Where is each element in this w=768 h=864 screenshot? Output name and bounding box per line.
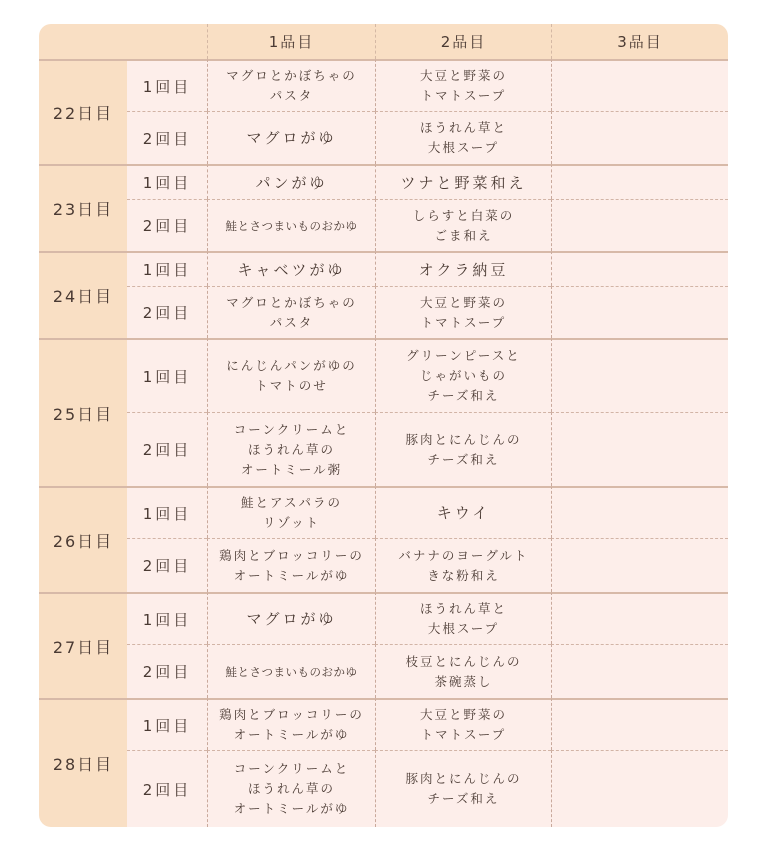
meal-plan-table	[39, 24, 728, 827]
dish-2-cell: キウイ	[375, 486, 551, 538]
day-label: 28日目	[39, 698, 127, 827]
dish-3-cell	[551, 59, 728, 111]
table-row	[39, 338, 728, 412]
header-dish-1: 1品目	[207, 24, 375, 59]
header-corner	[39, 24, 207, 59]
meal-label: 2回目	[127, 412, 207, 486]
dish-1-cell: にんじんパンがゆの トマトのせ	[207, 338, 375, 412]
meal-label: 1回目	[127, 164, 207, 199]
meal-label: 1回目	[127, 338, 207, 412]
dish-1-cell: コーンクリームと ほうれん草の オートミール粥	[207, 412, 375, 486]
dish-3-cell	[551, 486, 728, 538]
dish-2-cell: 大豆と野菜の トマトスープ	[375, 59, 551, 111]
dish-1-cell: マグロがゆ	[207, 592, 375, 644]
table-row	[39, 592, 728, 644]
meal-label: 1回目	[127, 59, 207, 111]
meal-label: 2回目	[127, 111, 207, 164]
meal-label: 1回目	[127, 486, 207, 538]
dish-3-cell	[551, 750, 728, 827]
day-label: 24日目	[39, 251, 127, 338]
table-row	[39, 59, 728, 111]
table-row	[39, 750, 728, 827]
dish-2-cell: ほうれん草と 大根スープ	[375, 592, 551, 644]
table-row	[39, 538, 728, 592]
dish-2-cell: 枝豆とにんじんの 茶碗蒸し	[375, 644, 551, 698]
dish-3-cell	[551, 538, 728, 592]
meal-label: 1回目	[127, 698, 207, 750]
dish-1-cell: パンがゆ	[207, 164, 375, 199]
dish-2-cell: 豚肉とにんじんの チーズ和え	[375, 412, 551, 486]
dish-3-cell	[551, 286, 728, 338]
dish-1-cell: 鮭とさつまいものおかゆ	[207, 199, 375, 251]
day-label: 23日目	[39, 164, 127, 251]
dish-3-cell	[551, 698, 728, 750]
dish-3-cell	[551, 251, 728, 286]
dish-3-cell	[551, 592, 728, 644]
meal-label: 2回目	[127, 644, 207, 698]
dish-2-cell: ツナと野菜和え	[375, 164, 551, 199]
dish-3-cell	[551, 111, 728, 164]
table-row	[39, 111, 728, 164]
meal-plan-body	[39, 59, 728, 827]
table-row	[39, 164, 728, 199]
day-label: 27日目	[39, 592, 127, 698]
day-label: 22日目	[39, 59, 127, 164]
meal-label: 2回目	[127, 538, 207, 592]
dish-1-cell: 鮭とアスパラの リゾット	[207, 486, 375, 538]
day-label: 25日目	[39, 338, 127, 486]
dish-2-cell: ほうれん草と 大根スープ	[375, 111, 551, 164]
dish-1-cell: 鶏肉とブロッコリーの オートミールがゆ	[207, 698, 375, 750]
dish-3-cell	[551, 164, 728, 199]
header-row	[39, 24, 728, 59]
dish-2-cell: 大豆と野菜の トマトスープ	[375, 698, 551, 750]
dish-1-cell: キャベツがゆ	[207, 251, 375, 286]
dish-2-cell: オクラ納豆	[375, 251, 551, 286]
meal-label: 2回目	[127, 750, 207, 827]
meal-label: 2回目	[127, 199, 207, 251]
meal-label: 2回目	[127, 286, 207, 338]
dish-3-cell	[551, 412, 728, 486]
dish-1-cell: マグロがゆ	[207, 111, 375, 164]
dish-2-cell: しらすと白菜の ごま和え	[375, 199, 551, 251]
table-row	[39, 251, 728, 286]
meal-label: 1回目	[127, 251, 207, 286]
meal-label: 1回目	[127, 592, 207, 644]
table-row	[39, 199, 728, 251]
dish-2-cell: バナナのヨーグルト きな粉和え	[375, 538, 551, 592]
dish-1-cell: 鶏肉とブロッコリーの オートミールがゆ	[207, 538, 375, 592]
table-row	[39, 486, 728, 538]
dish-2-cell: グリーンピースと じゃがいもの チーズ和え	[375, 338, 551, 412]
dish-3-cell	[551, 338, 728, 412]
day-label: 26日目	[39, 486, 127, 592]
dish-1-cell: マグロとかぼちゃの パスタ	[207, 286, 375, 338]
dish-1-cell: 鮭とさつまいものおかゆ	[207, 644, 375, 698]
table-row	[39, 698, 728, 750]
header-dish-2: 2品目	[375, 24, 551, 59]
table-row	[39, 286, 728, 338]
dish-3-cell	[551, 644, 728, 698]
header-dish-3: 3品目	[551, 24, 728, 59]
table-row	[39, 412, 728, 486]
dish-2-cell: 豚肉とにんじんの チーズ和え	[375, 750, 551, 827]
dish-1-cell: マグロとかぼちゃの パスタ	[207, 59, 375, 111]
dish-1-cell: コーンクリームと ほうれん草の オートミールがゆ	[207, 750, 375, 827]
table-row	[39, 644, 728, 698]
dish-2-cell: 大豆と野菜の トマトスープ	[375, 286, 551, 338]
dish-3-cell	[551, 199, 728, 251]
